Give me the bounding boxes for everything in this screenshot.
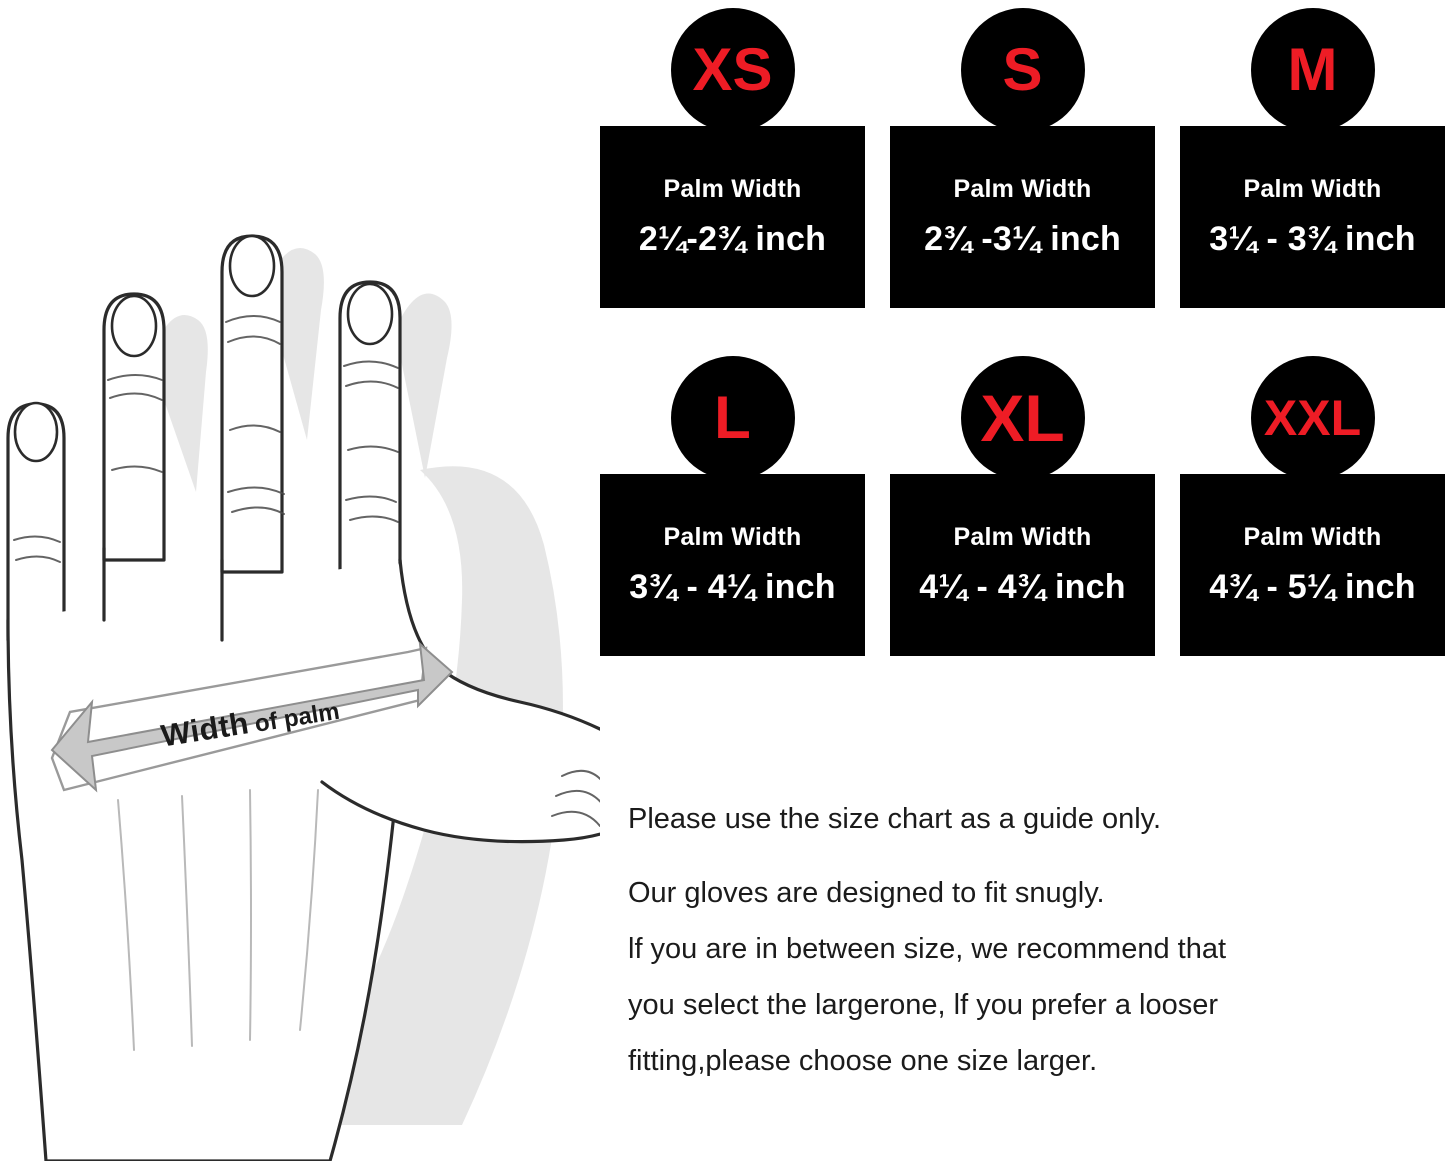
note-line-5: fitting,please choose one size larger. — [628, 1045, 1098, 1078]
note-line-2: Our gloves are designed to fit snugly. — [628, 877, 1105, 910]
size-info-l — [600, 474, 865, 656]
size-range-xs: 2¼-2¾ inch — [638, 220, 827, 258]
size-badge-m: M — [1251, 8, 1375, 132]
size-range-xl: 4¼ - 4¾ inch — [919, 568, 1126, 606]
size-metric-label-xs: Palm Width — [663, 175, 802, 203]
note-line-3: lf you are in between size, we recommend that — [628, 933, 1227, 966]
palm-width-label-secondary: of palm — [252, 697, 342, 738]
size-info-m — [1180, 126, 1445, 308]
size-badge-xl: XL — [961, 356, 1085, 480]
size-card-row-2 — [600, 356, 1445, 656]
size-metric-label-l: Palm Width — [663, 523, 802, 551]
size-metric-label-xxl: Palm Width — [1243, 523, 1382, 551]
size-range-s: 2¾ -3¼ inch — [924, 220, 1121, 258]
size-card-grid — [600, 8, 1445, 704]
palm-width-label-primary: Width — [158, 705, 252, 754]
size-card-m — [1180, 8, 1445, 308]
size-metric-label-s: Palm Width — [953, 175, 1092, 203]
size-info-s — [890, 126, 1155, 308]
size-info-xs — [600, 126, 865, 308]
note-line-1: Please use the size chart as a guide only. — [628, 803, 1162, 835]
size-range-xxl: 4¾ - 5¼ inch — [1209, 568, 1416, 606]
size-metric-label-m: Palm Width — [1243, 175, 1382, 203]
size-card-xxl — [1180, 356, 1445, 656]
size-range-l: 3¾ - 4¼ inch — [629, 568, 836, 606]
size-info-xxl — [1180, 474, 1445, 656]
size-badge-l: L — [671, 356, 795, 480]
hand-diagram-svg — [0, 0, 600, 1161]
size-range-m: 3¼ - 3¾ inch — [1209, 220, 1416, 258]
size-metric-label-xl: Palm Width — [953, 523, 1092, 551]
size-card-row-1 — [600, 8, 1445, 308]
size-card-l — [600, 356, 865, 656]
size-card-xs — [600, 8, 865, 308]
size-badge-s: S — [961, 8, 1085, 132]
size-card-xl — [890, 356, 1155, 656]
note-line-4: you select the largerone, lf you prefer a looser — [628, 989, 1218, 1022]
sizing-notes — [628, 798, 1438, 1114]
size-info-xl — [890, 474, 1155, 656]
size-card-s — [890, 8, 1155, 308]
size-badge-xs: XS — [671, 8, 795, 132]
size-badge-xxl: XXL — [1251, 356, 1375, 480]
hand-illustration-panel — [0, 0, 600, 1161]
